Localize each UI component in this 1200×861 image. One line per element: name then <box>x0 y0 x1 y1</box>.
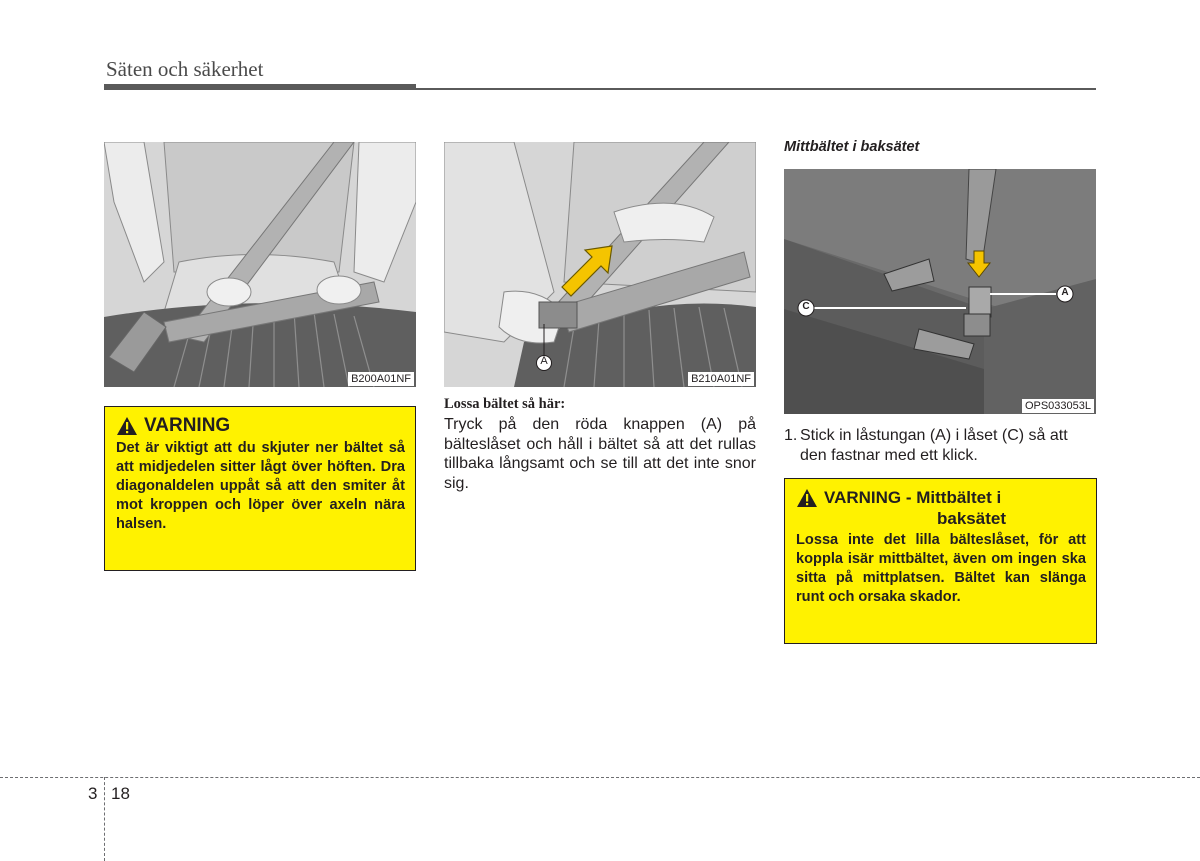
callout-label-a: A <box>1061 287 1069 298</box>
center-belt-illustration <box>784 169 1096 414</box>
warning-title: VARNING - Mittbältet i <box>824 488 1002 507</box>
warning-box-center-belt <box>784 478 1097 644</box>
warning-title: VARNING <box>144 415 231 436</box>
release-heading: Lossa bältet så här: <box>444 396 566 412</box>
header-rule-thin <box>416 88 1096 90</box>
footer-vertical-divider <box>104 777 105 861</box>
warning-title-continued: baksätet <box>937 509 1006 528</box>
page-number: 18 <box>111 784 130 803</box>
step-text: Stick in låstungan (A) i låset (C) så att den fastnar med ett klick. <box>800 427 1068 464</box>
header-rule-thick <box>104 84 416 90</box>
figure-center-belt <box>784 169 1096 414</box>
figure-lap-belt-adjust <box>104 142 416 387</box>
callout-label-a: A <box>540 355 548 367</box>
callout-label-c: C <box>802 301 810 312</box>
lap-belt-illustration <box>104 142 416 387</box>
figure-code: B210A01NF <box>688 372 754 386</box>
step-1 <box>784 426 1097 465</box>
warning-text: Det är viktigt att du skjuter ner bältet så att midjedelen sitter lågt över höften. Dra diagonaldelen uppåt så att den smiter åt mot kroppen och löper över axeln nära halsen. <box>116 440 405 532</box>
footer-divider <box>0 777 1200 778</box>
warning-triangle-icon <box>116 416 138 436</box>
figure-release-buckle <box>444 142 756 387</box>
figure-code: B200A01NF <box>348 372 414 386</box>
release-text: Tryck på den röda knappen (A) på bälteslåset och håll i bältet så att det rullas tillbaka långsamt och se till att det inte snor sig. <box>444 416 756 492</box>
center-belt-heading: Mittbältet i baksätet <box>784 139 920 155</box>
section-title: Säten och säkerhet <box>106 57 264 81</box>
warning-box-belt-position <box>104 406 416 571</box>
release-illustration <box>444 142 756 387</box>
chapter-number: 3 <box>88 784 98 803</box>
warning-triangle-icon <box>796 488 818 508</box>
warning-text: Lossa inte det lilla bälteslåset, för att koppla isär mittbältet, även om ingen ska sitta på mittplatsen. Bältet kan slänga runt och orsaka skador. <box>796 532 1086 605</box>
step-number: 1. <box>784 427 798 444</box>
figure-code: OPS033053L <box>1022 399 1094 413</box>
